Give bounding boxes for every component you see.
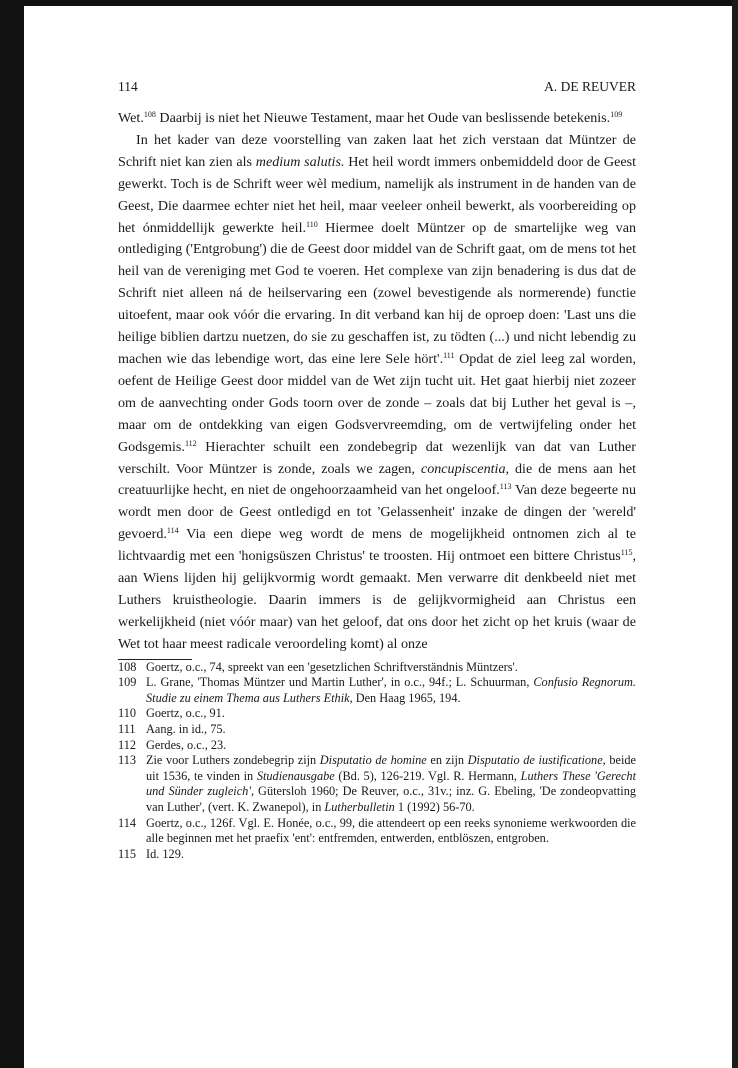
text-run: Id. 129.	[146, 846, 184, 861]
footnote-ref: 115	[620, 548, 633, 558]
footnote	[118, 660, 636, 676]
footnote	[118, 675, 636, 706]
footnote-ref: 109	[610, 110, 623, 119]
italic-text: Disputatio de iustificatione,	[467, 753, 606, 768]
text-run: Van deze begeerte nu wordt men door de Geest ontledigd en tot 'Gelassenheit' inzake de dingen der 'wereld' gevoerd.	[118, 482, 636, 543]
paragraph	[118, 130, 636, 656]
footnote-number: 110	[118, 706, 136, 721]
scan-border-right	[732, 0, 738, 1068]
footnote-text	[146, 753, 636, 815]
footnote-number: 111	[118, 722, 136, 737]
scan-border-top	[0, 0, 738, 6]
italic-text: Confusio Regnorum. Studie zu einem Thema aus Luthers Ethik,	[146, 675, 636, 705]
text-run: die de mens aan het creatuurlijke hecht, en niet de ongehoorzaamheid van het ongeloof.	[118, 460, 636, 499]
text-run: Gerdes, o.c., 23.	[146, 737, 227, 752]
footnote-text	[146, 847, 636, 863]
italic-text: medium salutis.	[255, 153, 345, 170]
paragraph	[118, 108, 636, 130]
text-run: beide uit 1536, te vinden in	[146, 753, 636, 783]
text-run: , aan Wiens lijden hij gelijkvormig wordt gemaakt. Men verwarre dit denkbeeld niet met Luthers kruistheologie. Daarin immers is de gelijkvormigheid aan Christus een werkelijkheid (niet vóór maar) van het geloof, dat ons door het zicht op het kruis (waar de Wet tot haar meest radicale veroordeling komt) al onze	[118, 548, 636, 652]
footnote-text	[146, 722, 636, 738]
footnote	[118, 816, 636, 847]
text-run: Gütersloh 1960; De Reuver, o.c., 31v.; inz. G. Ebeling, 'De zondeopvatting van Luther', (vert. K. Zwanepol), in	[146, 784, 636, 814]
text-run: Opdat de ziel leeg zal worden, oefent de Heilige Geest door middel van de Wet zijn tucht uit. Het gaat hierbij niet zozeer om de aanvechting onder Gods toorn over de zonde – zoals dat bij Luther het geval is –, maar om de ontdekking van eigen Godsvervreemding, om de vertwijfeling onder het Godsgemis.	[118, 350, 636, 455]
footnote	[118, 738, 636, 754]
text-run: (Bd. 5), 126-219. Vgl. R. Hermann,	[334, 768, 521, 783]
footnote-number: 113	[118, 753, 136, 768]
footnote-number: 109	[118, 675, 137, 690]
italic-text: concupiscentia,	[420, 460, 510, 477]
page-number: 114	[118, 79, 138, 94]
footnote-number: 108	[118, 659, 137, 674]
footnote-ref: 111	[443, 350, 455, 360]
footnote	[118, 753, 636, 815]
text-run: In het kader van deze voorstelling van zaken laat het zich verstaan dat Müntzer de Schrift niet kan zien als	[118, 131, 636, 170]
body-text	[118, 108, 636, 656]
footnote-number: 115	[118, 846, 136, 861]
text-run: Goertz, o.c., 126f. Vgl. E. Honée, o.c., 99, die attendeert op een reeks synonieme werkwoorden die alle beginnen met het praefix 'ent': entfremden, entwerden, entblöszen, entgroben.	[146, 815, 636, 846]
book-page	[118, 78, 636, 862]
text-run: Daarbij is niet het Nieuwe Testament, maar het Oude van beslissende betekenis.	[155, 110, 611, 126]
italic-text: Disputatio de homine	[319, 753, 427, 768]
footnote-text	[146, 738, 636, 754]
footnote-ref: 108	[143, 110, 156, 119]
footnote-ref: 110	[306, 219, 318, 229]
footnote-number: 112	[118, 737, 136, 752]
italic-text: Studienausgabe	[256, 768, 335, 783]
footnote-text	[146, 816, 636, 847]
text-run: Zie voor Luthers zondebegrip zijn	[146, 753, 320, 768]
text-run: L. Grane, 'Thomas Müntzer und Martin Luther', in o.c., 94f.; L. Schuurman,	[146, 675, 534, 690]
author-header: A. DE REUVER	[544, 79, 636, 94]
footnote-text	[146, 660, 636, 676]
text-run: Hierachter schuilt een zondebegrip dat wezenlijk van dat van Luther verschilt. Voor Müntzer is zonde, zoals we zagen,	[118, 438, 636, 477]
text-run: Het heil wordt immers onbemiddeld door de Geest gewerkt. Toch is de Schrift weer wèl medium, namelijk als instrument in de handen van de Geest, Die daarmee echter niet het heil, maar veeleer onheil bewerkt, als voorbereiding op het ónmiddellijk gewerkte heil.	[118, 153, 636, 236]
text-run: Goertz, o.c., 91.	[146, 706, 225, 721]
italic-text: Luthers These 'Gerecht und Sünder zugleich',	[146, 768, 636, 799]
footnote-ref: 113	[499, 482, 512, 492]
scan-border-left	[0, 0, 24, 1068]
text-run: en zijn	[426, 753, 468, 768]
footnote-number: 114	[118, 815, 136, 830]
italic-text: Lutherbulletin	[324, 800, 395, 814]
text-run: Den Haag 1965, 194.	[352, 690, 461, 705]
text-run: Via een diepe weg wordt de mens de mogelijkheid ontnomen zich al te lichtvaardig met een 'honigsüszen Christus' te troosten. Hij ontmoet een bittere Christus	[118, 526, 636, 565]
text-run: 1 (1992) 56-70.	[394, 800, 475, 814]
footnote	[118, 847, 636, 863]
text-run: Aang. in id., 75.	[146, 722, 226, 737]
text-run: Wet.	[118, 110, 144, 126]
footnotes	[118, 660, 636, 863]
footnote-ref: 112	[184, 438, 197, 448]
footnote-text	[146, 675, 636, 706]
footnote	[118, 722, 636, 738]
footnote	[118, 706, 636, 722]
text-run: Goertz, o.c., 74, spreekt van een 'gesetzlichen Schriftverständnis Müntzers'.	[146, 659, 518, 674]
footnote-ref: 114	[166, 526, 179, 536]
running-head	[118, 78, 636, 96]
footnote-text	[146, 706, 636, 722]
text-run: Hiermee doelt Müntzer op de smartelijke weg van ontlediging ('Entgrobung') die de Geest door middel van de Schrift gaat, om de mens tot het heil van de vereniging met God te voeren. Het complexe van zijn benadering is dus dat de Schrift niet alleen ná de heilservaring een (zowel bevestigende als normerende) functie uitoefent, maar ook vóór die ervaring. In dit verband kan hij de oproep doen: 'Last uns die heilige biblien dartzu nuetzen, do sie zu geschaffen ist, zu tödten (...) und nicht lebendig zu machen wie das lebendige wort, das eine lere Sele hört'.	[118, 219, 636, 367]
